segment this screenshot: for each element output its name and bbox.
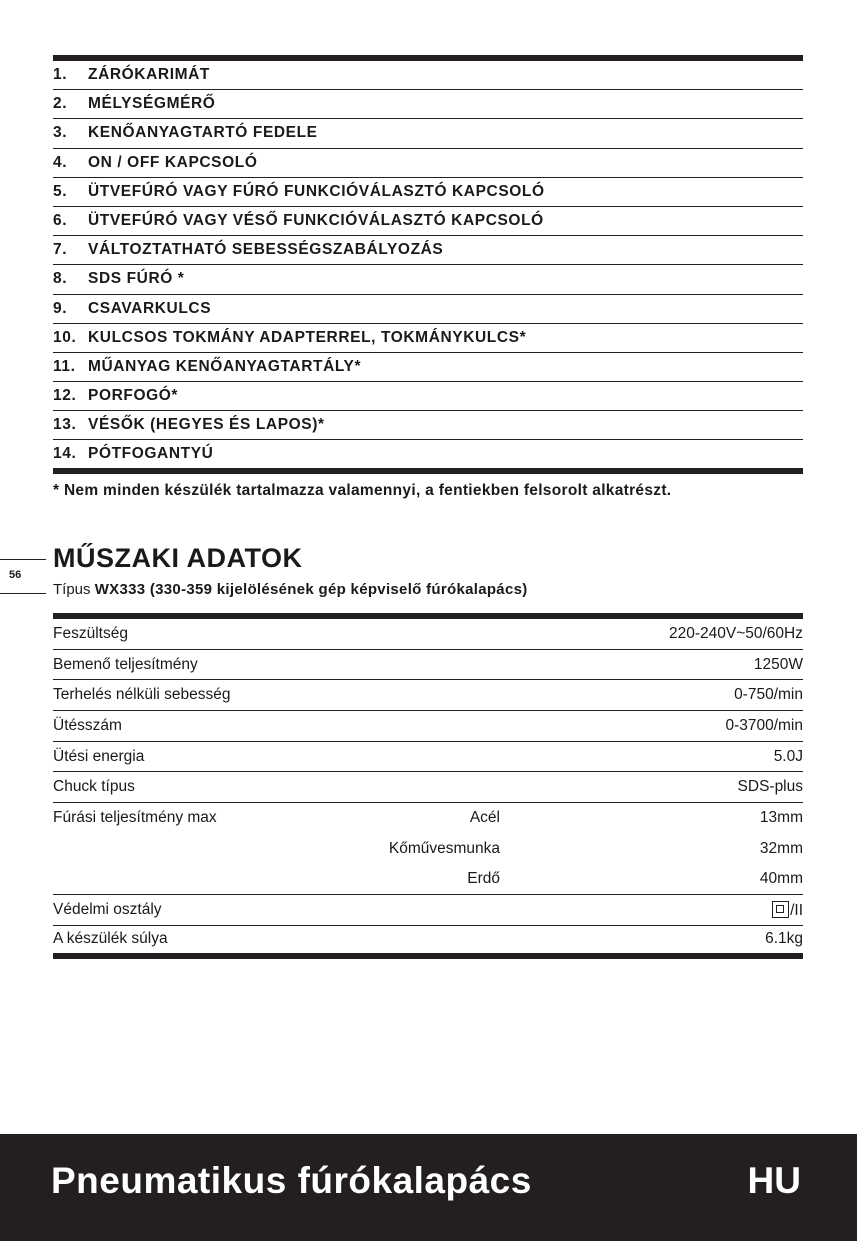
type-value: WX333 (330-359 kijelölésének gép képviselő fúrókalapács) (94, 581, 528, 598)
part-label: PÓTFOGANTYÚ (88, 445, 214, 463)
part-number: 13. (53, 416, 77, 434)
spec-sublabel: Acél (469, 809, 500, 827)
part-number: 11. (53, 357, 76, 375)
type-prefix: Típus (53, 581, 91, 598)
part-item (53, 295, 803, 324)
part-number: 7. (53, 241, 68, 259)
spec-table (53, 613, 803, 959)
part-item (53, 353, 803, 382)
spec-row (53, 772, 803, 803)
part-number: 2. (53, 95, 68, 113)
spec-row (53, 834, 803, 865)
part-number: 14. (53, 445, 77, 463)
spec-value: 0-750/min (734, 686, 803, 704)
part-number: 4. (53, 153, 68, 171)
double-insulation-icon (772, 901, 789, 918)
part-number: 8. (53, 270, 68, 288)
spec-label: Ütésszám (53, 716, 122, 734)
part-item (53, 324, 803, 353)
spec-row (53, 865, 803, 896)
spec-value: 5.0J (773, 747, 803, 765)
part-label: KULCSOS TOKMÁNY ADAPTERREL, TOKMÁNYKULCS* (88, 328, 527, 346)
part-label: VÁLTOZTATHATÓ SEBESSÉGSZABÁLYOZÁS (88, 241, 444, 259)
part-item (53, 411, 803, 440)
spec-label: Fúrási teljesítmény max (53, 809, 217, 827)
part-item (53, 382, 803, 411)
part-label: ZÁRÓKARIMÁT (88, 66, 210, 84)
spec-row (53, 926, 803, 959)
spec-value: 32mm (759, 840, 803, 858)
spec-row (53, 803, 803, 834)
spec-row (53, 711, 803, 742)
part-label: ÜTVEFÚRÓ VAGY VÉSŐ FUNKCIÓVÁLASZTÓ KAPCSOLÓ (88, 212, 544, 230)
part-label: CSAVARKULCS (88, 299, 212, 317)
spec-sublabel: Erdő (467, 870, 500, 888)
part-item (53, 236, 803, 265)
spec-value: 1250W (753, 655, 803, 673)
page-number-rule-top (0, 559, 46, 560)
footer-language-code: HU (747, 1160, 801, 1201)
spec-value: 6.1kg (765, 930, 803, 948)
part-item (53, 90, 803, 119)
part-item (53, 440, 803, 474)
parts-footnote: * Nem minden készülék tartalmazza valamennyi, a fentiekben felsorolt alkatrészt. (53, 482, 672, 499)
spec-label: A készülék súlya (53, 930, 168, 948)
spec-row (53, 650, 803, 681)
part-number: 1. (53, 66, 68, 84)
spec-sublabel: Kőművesmunka (388, 840, 500, 858)
page-number-rule-bottom (0, 593, 46, 594)
part-item (53, 207, 803, 236)
footer-title: Pneumatikus fúrókalapács (51, 1160, 532, 1201)
part-item (53, 265, 803, 294)
part-label: ON / OFF KAPCSOLÓ (88, 153, 258, 171)
part-item (53, 61, 803, 90)
spec-label: Terhelés nélküli sebesség (53, 686, 231, 704)
part-label: MÉLYSÉGMÉRŐ (88, 95, 216, 113)
part-label: ÜTVEFÚRÓ VAGY FÚRÓ FUNKCIÓVÁLASZTÓ KAPCSOLÓ (88, 182, 545, 200)
spec-label: Ütési energia (53, 747, 145, 765)
spec-label: Védelmi osztály (53, 901, 162, 919)
spec-value: 0-3700/min (725, 716, 803, 734)
part-label: PORFOGÓ* (88, 387, 179, 405)
part-number: 5. (53, 182, 68, 200)
part-label: SDS FÚRÓ * (88, 270, 185, 288)
spec-row (53, 895, 803, 926)
spec-value: 40mm (759, 870, 803, 888)
spec-label: Chuck típus (53, 778, 135, 796)
section-title: MŰSZAKI ADATOK (53, 543, 303, 573)
part-item (53, 178, 803, 207)
part-number: 3. (53, 124, 68, 142)
spec-row (53, 680, 803, 711)
spec-label: Bemenő teljesítmény (53, 655, 198, 673)
part-number: 12. (53, 387, 77, 405)
protection-class-text: /II (790, 901, 803, 919)
part-item (53, 119, 803, 148)
part-item (53, 149, 803, 178)
spec-value: SDS-plus (737, 778, 803, 796)
spec-row (53, 619, 803, 650)
model-type-line (53, 581, 528, 598)
spec-value: 13mm (759, 809, 803, 827)
part-number: 6. (53, 212, 68, 230)
spec-row (53, 742, 803, 773)
part-number: 9. (53, 299, 68, 317)
spec-label: Feszültség (53, 624, 128, 642)
spec-value: 220-240V~50/60Hz (668, 624, 803, 642)
part-label: MŰANYAG KENŐANYAGTARTÁLY* (88, 357, 362, 375)
page-number: 56 (9, 569, 22, 581)
part-label: KENŐANYAGTARTÓ FEDELE (88, 124, 318, 142)
part-number: 10. (53, 328, 77, 346)
parts-list (53, 55, 803, 474)
spec-value-protection-class (772, 901, 803, 920)
part-label: VÉSŐK (HEGYES ÉS LAPOS)* (88, 416, 325, 434)
